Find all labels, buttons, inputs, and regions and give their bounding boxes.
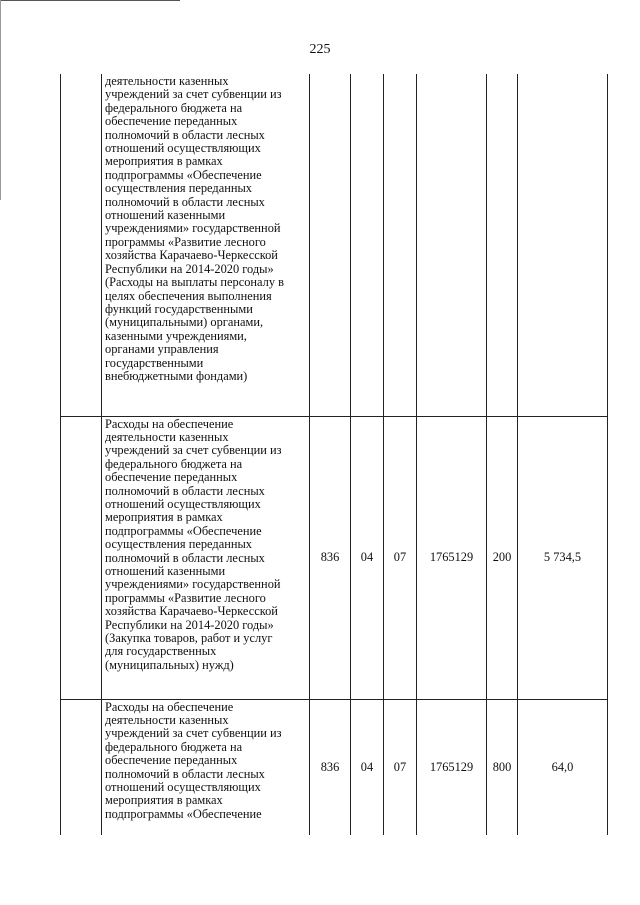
pr-cell: 07	[384, 699, 417, 835]
description-text: Расходы на обеспечение деятельности казенных учреждений за счет субвенции из федерального бюджета на обеспечение переданных полномочий в области лесных отношений осуществляющих мероприятия в рамках подпрограммы «Обеспечение	[105, 699, 282, 821]
csr-cell: 1765129	[417, 416, 487, 699]
csr-cell	[417, 74, 487, 416]
ved-cell: 836	[310, 416, 351, 699]
scan-artifact-edge	[0, 0, 1, 200]
ved-cell	[310, 74, 351, 416]
sum-cell: 64,0	[518, 699, 608, 835]
description-cell	[102, 416, 310, 699]
description-text: деятельности казенных учреждений за счет субвенции из федерального бюджета на обеспечение переданных полномочий в области лесных отношений осуществляющих мероприятия в рамках подпрограммы «Обеспечение осуществления переданных полномочий в области лесных отношений казенными учреждениями» государственной программы «Развитие лесного хозяйства Карачаево-Черкесской Республики на 2014-2020 годы» (Расходы на выплаты персоналу в целях обеспечения выполнения функций государственными (муниципальными) органами, казенными учреждениями, органами управления государственными внебюджетными фондами)	[105, 74, 284, 383]
csr-cell: 1765129	[417, 699, 487, 835]
sum-cell	[518, 74, 608, 416]
row-number-cell	[61, 416, 102, 699]
pr-cell: 07	[384, 416, 417, 699]
scan-artifact-line	[0, 0, 180, 1]
table-row	[61, 416, 608, 699]
table-row	[61, 699, 608, 835]
description-text: Расходы на обеспечение деятельности казенных учреждений за счет субвенции из федерального бюджета на обеспечение переданных полномочий в области лесных отношений осуществляющих мероприятия в рамках подпрограммы «Обеспечение осуществления переданных полномочий в области лесных отношений казенными учреждениями» государственной программы «Развитие лесного хозяйства Карачаево-Черкесской Республики на 2014-2020 годы» (Закупка товаров, работ и услуг для государственных (муниципальных) нужд)	[105, 416, 282, 672]
rz-cell: 04	[351, 699, 384, 835]
vr-cell: 200	[487, 416, 518, 699]
vr-cell	[487, 74, 518, 416]
page-number: 225	[309, 42, 331, 57]
ved-cell: 836	[310, 699, 351, 835]
rz-cell	[351, 74, 384, 416]
row-number-cell	[61, 74, 102, 416]
vr-cell: 800	[487, 699, 518, 835]
row-number-cell	[61, 699, 102, 835]
budget-table	[60, 74, 608, 835]
description-cell	[102, 74, 310, 416]
description-cell	[102, 699, 310, 835]
sum-cell: 5 734,5	[518, 416, 608, 699]
pr-cell	[384, 74, 417, 416]
table-row	[61, 74, 608, 416]
rz-cell: 04	[351, 416, 384, 699]
